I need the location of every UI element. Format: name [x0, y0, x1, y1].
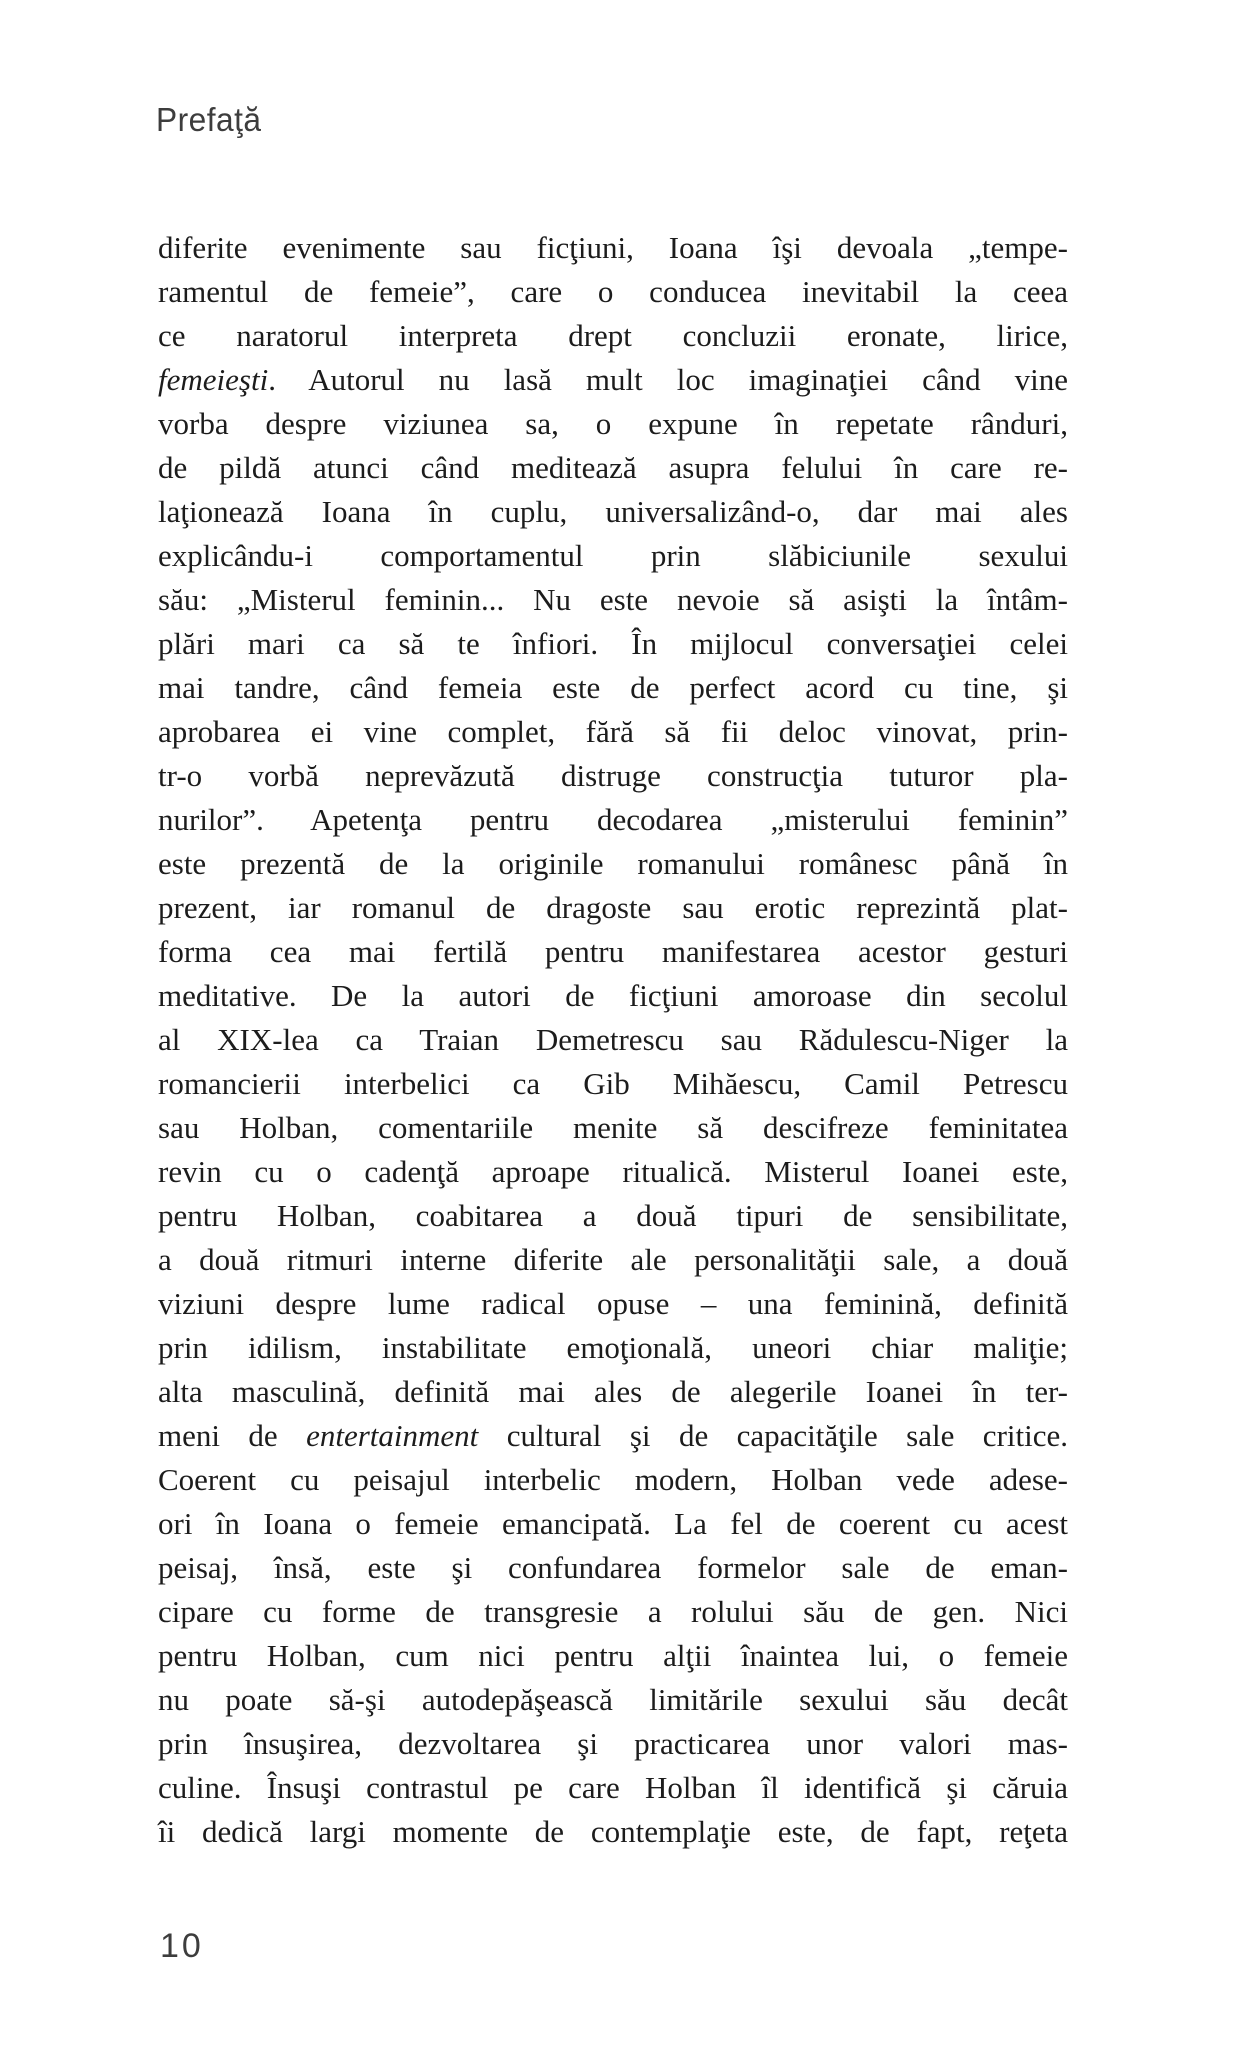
text-line: plări mari ca să te înfiori. În mijlocul conversaţiei celei — [158, 626, 1068, 661]
text-line: pentru Holban, coabitarea a două tipuri de sensibilitate, — [158, 1198, 1068, 1233]
text-line: femeieşti. Autorul nu lasă mult loc imaginaţiei când vine — [158, 362, 1068, 397]
text-line: meni de entertainment cultural şi de capacităţile sale critice. — [158, 1418, 1068, 1453]
text-line: prin idilism, instabilitate emoţională, uneori chiar maliţie; — [158, 1330, 1068, 1365]
text-line: cipare cu forme de transgresie a rolului său de gen. Nici — [158, 1594, 1068, 1629]
text-line: romancierii interbelici ca Gib Mihăescu, Camil Petrescu — [158, 1066, 1068, 1101]
text-line: Coerent cu peisajul interbelic modern, Holban vede adese- — [158, 1462, 1068, 1497]
text-line: peisaj, însă, este şi confundarea formelor sale de eman- — [158, 1550, 1068, 1585]
text-line: explicându-i comportamentul prin slăbiciunile sexului — [158, 538, 1068, 573]
text-line: ce naratorul interpreta drept concluzii eronate, lirice, — [158, 318, 1068, 353]
text-line: al XIX-lea ca Traian Demetrescu sau Rădulescu-Niger la — [158, 1022, 1068, 1057]
text-line: nu poate să-şi autodepăşească limitările sexului său decât — [158, 1682, 1068, 1717]
text-line: ramentul de femeie”, care o conducea inevitabil la ceea — [158, 274, 1068, 309]
text-line: revin cu o cadenţă aproape ritualică. Misterul Ioanei este, — [158, 1154, 1068, 1189]
text-line: prezent, iar romanul de dragoste sau erotic reprezintă plat- — [158, 890, 1068, 925]
text-line: diferite evenimente sau ficţiuni, Ioana îşi devoala „tempe- — [158, 230, 1068, 265]
text-line: prin însuşirea, dezvoltarea şi practicarea unor valori mas- — [158, 1726, 1068, 1761]
text-line: forma cea mai fertilă pentru manifestarea acestor gesturi — [158, 934, 1068, 969]
text-line: pentru Holban, cum nici pentru alţii înaintea lui, o femeie — [158, 1638, 1068, 1673]
text-line: alta masculină, definită mai ales de alegerile Ioanei în ter- — [158, 1374, 1068, 1409]
text-line: meditative. De la autori de ficţiuni amoroase din secolul — [158, 978, 1068, 1013]
text-line: său: „Misterul feminin... Nu este nevoie să asişti la întâm- — [158, 582, 1068, 617]
text-line: ori în Ioana o femeie emancipată. La fel de coerent cu acest — [158, 1506, 1068, 1541]
text-line: sau Holban, comentariile menite să descifreze feminitatea — [158, 1110, 1068, 1145]
text-line: culine. Însuşi contrastul pe care Holban îl identifică şi căruia — [158, 1770, 1068, 1805]
body-text-block — [158, 226, 1068, 1854]
text-line: de pildă atunci când meditează asupra felului în care re- — [158, 450, 1068, 485]
text-line: îi dedică largi momente de contemplaţie este, de fapt, reţeta — [158, 1814, 1068, 1849]
text-line: mai tandre, când femeia este de perfect acord cu tine, şi — [158, 670, 1068, 705]
text-line: tr-o vorbă neprevăzută distruge construcţia tuturor pla- — [158, 758, 1068, 793]
text-line: nurilor”. Apetenţa pentru decodarea „misterului feminin” — [158, 802, 1068, 837]
text-line: laţionează Ioana în cuplu, universalizând-o, dar mai ales — [158, 494, 1068, 529]
text-line: a două ritmuri interne diferite ale personalităţii sale, a două — [158, 1242, 1068, 1277]
running-header: Prefaţă — [156, 101, 262, 138]
text-line: viziuni despre lume radical opuse – una feminină, definită — [158, 1286, 1068, 1321]
text-line: este prezentă de la originile romanului românesc până în — [158, 846, 1068, 881]
page-number: 10 — [160, 1927, 204, 1965]
text-line: vorba despre viziunea sa, o expune în repetate rânduri, — [158, 406, 1068, 441]
text-line: aprobarea ei vine complet, fără să fii deloc vinovat, prin- — [158, 714, 1068, 749]
